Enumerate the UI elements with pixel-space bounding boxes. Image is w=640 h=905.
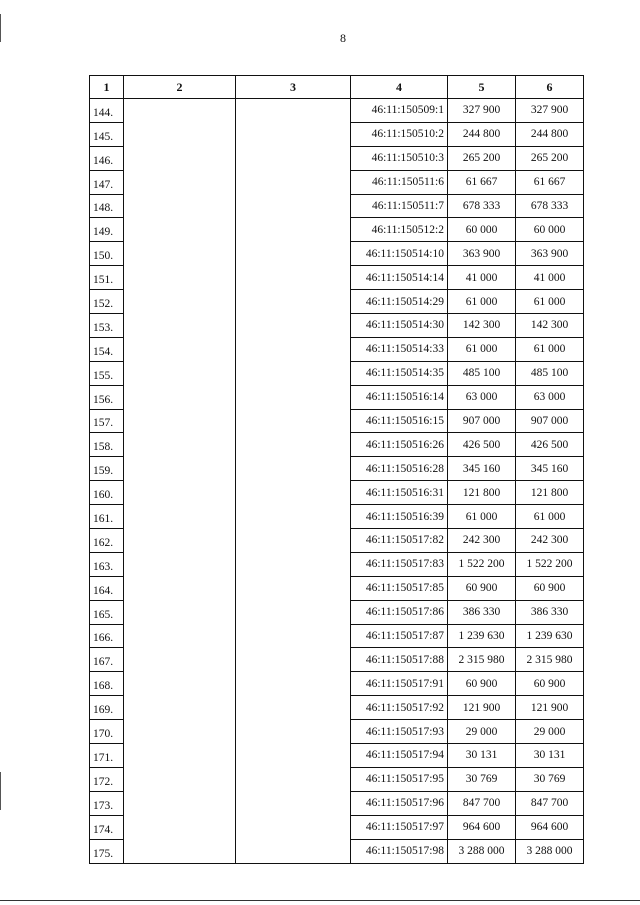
value-column-6-cell: 1 239 630 [516, 624, 584, 648]
column-3-cell [236, 624, 351, 648]
table-row [90, 696, 584, 720]
row-number-cell: 156. [90, 385, 124, 409]
column-2-cell [124, 337, 236, 361]
cadastral-number-cell: 46:11:150517:91 [351, 672, 448, 696]
cadastral-number-cell: 46:11:150511:7 [351, 194, 448, 218]
column-header-1: 1 [90, 76, 124, 99]
row-number-cell: 157. [90, 409, 124, 433]
cadastral-number-cell: 46:11:150510:3 [351, 146, 448, 170]
value-column-5-cell: 964 600 [448, 815, 516, 839]
value-column-6-cell: 265 200 [516, 146, 584, 170]
column-2-cell [124, 457, 236, 481]
table-row [90, 146, 584, 170]
column-2-cell [124, 576, 236, 600]
table-row [90, 648, 584, 672]
value-column-5-cell: 907 000 [448, 409, 516, 433]
value-column-6-cell: 61 000 [516, 290, 584, 314]
page-bottom-edge [0, 900, 640, 901]
value-column-5-cell: 61 000 [448, 505, 516, 529]
cadastral-number-cell: 46:11:150514:29 [351, 290, 448, 314]
value-column-5-cell: 678 333 [448, 194, 516, 218]
cadastral-number-cell: 46:11:150517:97 [351, 815, 448, 839]
value-column-5-cell: 2 315 980 [448, 648, 516, 672]
value-column-5-cell: 121 900 [448, 696, 516, 720]
column-3-cell [236, 242, 351, 266]
row-number-cell: 170. [90, 720, 124, 744]
page-number: 8 [340, 31, 346, 45]
value-column-5-cell: 345 160 [448, 457, 516, 481]
table-row [90, 505, 584, 529]
table-row [90, 361, 584, 385]
column-3-cell [236, 529, 351, 553]
cadastral-number-cell: 46:11:150517:93 [351, 720, 448, 744]
table-row [90, 457, 584, 481]
value-column-6-cell: 386 330 [516, 600, 584, 624]
row-number-cell: 153. [90, 314, 124, 338]
column-2-cell [124, 672, 236, 696]
cadastral-number-cell: 46:11:150516:28 [351, 457, 448, 481]
table-row [90, 839, 584, 863]
cadastral-number-cell: 46:11:150517:82 [351, 529, 448, 553]
column-header-4: 4 [351, 76, 448, 99]
table-row [90, 314, 584, 338]
value-column-6-cell: 30 131 [516, 744, 584, 768]
column-header-3: 3 [236, 76, 351, 99]
row-number-cell: 173. [90, 791, 124, 815]
column-3-cell [236, 99, 351, 123]
cadastral-number-cell: 46:11:150517:83 [351, 552, 448, 576]
value-column-6-cell: 121 900 [516, 696, 584, 720]
cadastral-number-cell: 46:11:150514:35 [351, 361, 448, 385]
cadastral-number-cell: 46:11:150516:26 [351, 433, 448, 457]
row-number-cell: 162. [90, 529, 124, 553]
row-number-cell: 151. [90, 266, 124, 290]
value-column-5-cell: 61 000 [448, 290, 516, 314]
column-3-cell [236, 146, 351, 170]
table-header-row [90, 76, 584, 99]
value-column-6-cell: 30 769 [516, 767, 584, 791]
column-3-cell [236, 505, 351, 529]
column-2-cell [124, 744, 236, 768]
value-column-6-cell: 907 000 [516, 409, 584, 433]
column-3-cell [236, 290, 351, 314]
row-number-cell: 145. [90, 122, 124, 146]
cadastral-number-cell: 46:11:150511:6 [351, 170, 448, 194]
row-number-cell: 166. [90, 624, 124, 648]
cadastral-number-cell: 46:11:150517:94 [351, 744, 448, 768]
value-column-5-cell: 1 239 630 [448, 624, 516, 648]
cadastral-number-cell: 46:11:150516:39 [351, 505, 448, 529]
value-column-5-cell: 847 700 [448, 791, 516, 815]
column-header-2: 2 [124, 76, 236, 99]
cadastral-number-cell: 46:11:150514:30 [351, 314, 448, 338]
table-row [90, 767, 584, 791]
value-column-6-cell: 242 300 [516, 529, 584, 553]
column-2-cell [124, 600, 236, 624]
column-2-cell [124, 266, 236, 290]
row-number-cell: 154. [90, 337, 124, 361]
value-column-5-cell: 121 800 [448, 481, 516, 505]
value-column-6-cell: 60 000 [516, 218, 584, 242]
value-column-5-cell: 265 200 [448, 146, 516, 170]
table-row [90, 744, 584, 768]
row-number-cell: 171. [90, 744, 124, 768]
cadastral-number-cell: 46:11:150512:2 [351, 218, 448, 242]
column-2-cell [124, 242, 236, 266]
table-row [90, 815, 584, 839]
table-row [90, 409, 584, 433]
column-2-cell [124, 218, 236, 242]
value-column-5-cell: 60 000 [448, 218, 516, 242]
column-3-cell [236, 696, 351, 720]
row-number-cell: 168. [90, 672, 124, 696]
scan-edge-mark-bottom [0, 772, 1, 810]
table-row [90, 337, 584, 361]
row-number-cell: 161. [90, 505, 124, 529]
value-column-6-cell: 327 900 [516, 99, 584, 123]
row-number-cell: 164. [90, 576, 124, 600]
value-column-5-cell: 242 300 [448, 529, 516, 553]
table-row [90, 481, 584, 505]
row-number-cell: 148. [90, 194, 124, 218]
value-column-5-cell: 3 288 000 [448, 839, 516, 863]
column-2-cell [124, 361, 236, 385]
value-column-5-cell: 30 769 [448, 767, 516, 791]
column-3-cell [236, 481, 351, 505]
value-column-6-cell: 142 300 [516, 314, 584, 338]
column-3-cell [236, 314, 351, 338]
table-row [90, 385, 584, 409]
table-row [90, 194, 584, 218]
value-column-6-cell: 60 900 [516, 672, 584, 696]
value-column-6-cell: 3 288 000 [516, 839, 584, 863]
column-3-cell [236, 648, 351, 672]
value-column-6-cell: 964 600 [516, 815, 584, 839]
value-column-5-cell: 29 000 [448, 720, 516, 744]
column-3-cell [236, 266, 351, 290]
value-column-5-cell: 1 522 200 [448, 552, 516, 576]
column-3-cell [236, 122, 351, 146]
value-column-5-cell: 61 667 [448, 170, 516, 194]
column-3-cell [236, 672, 351, 696]
column-3-cell [236, 576, 351, 600]
value-column-5-cell: 60 900 [448, 576, 516, 600]
column-3-cell [236, 552, 351, 576]
column-2-cell [124, 791, 236, 815]
cadastral-number-cell: 46:11:150516:31 [351, 481, 448, 505]
cadastral-number-cell: 46:11:150514:33 [351, 337, 448, 361]
value-column-6-cell: 41 000 [516, 266, 584, 290]
row-number-cell: 144. [90, 99, 124, 123]
value-column-6-cell: 244 800 [516, 122, 584, 146]
value-column-6-cell: 61 667 [516, 170, 584, 194]
row-number-cell: 149. [90, 218, 124, 242]
cadastral-number-cell: 46:11:150509:1 [351, 99, 448, 123]
column-2-cell [124, 696, 236, 720]
column-2-cell [124, 99, 236, 123]
row-number-cell: 155. [90, 361, 124, 385]
value-column-6-cell: 60 900 [516, 576, 584, 600]
value-column-5-cell: 363 900 [448, 242, 516, 266]
land-plots-table [89, 75, 584, 864]
table-row [90, 672, 584, 696]
column-2-cell [124, 720, 236, 744]
column-3-cell [236, 433, 351, 457]
column-2-cell [124, 290, 236, 314]
value-column-6-cell: 63 000 [516, 385, 584, 409]
value-column-5-cell: 327 900 [448, 99, 516, 123]
column-2-cell [124, 529, 236, 553]
value-column-5-cell: 30 131 [448, 744, 516, 768]
row-number-cell: 167. [90, 648, 124, 672]
column-header-6: 6 [516, 76, 584, 99]
table-row [90, 720, 584, 744]
cadastral-number-cell: 46:11:150514:10 [351, 242, 448, 266]
column-2-cell [124, 839, 236, 863]
column-3-cell [236, 218, 351, 242]
table-row [90, 529, 584, 553]
value-column-6-cell: 61 000 [516, 505, 584, 529]
table-row [90, 552, 584, 576]
value-column-6-cell: 363 900 [516, 242, 584, 266]
column-3-cell [236, 720, 351, 744]
value-column-5-cell: 386 330 [448, 600, 516, 624]
column-3-cell [236, 385, 351, 409]
row-number-cell: 165. [90, 600, 124, 624]
cadastral-number-cell: 46:11:150517:88 [351, 648, 448, 672]
cadastral-number-cell: 46:11:150516:14 [351, 385, 448, 409]
table-row [90, 99, 584, 123]
table-row [90, 218, 584, 242]
cadastral-number-cell: 46:11:150517:86 [351, 600, 448, 624]
column-3-cell [236, 839, 351, 863]
cadastral-number-cell: 46:11:150517:96 [351, 791, 448, 815]
row-number-cell: 172. [90, 767, 124, 791]
value-column-5-cell: 60 900 [448, 672, 516, 696]
column-2-cell [124, 314, 236, 338]
cadastral-number-cell: 46:11:150517:95 [351, 767, 448, 791]
row-number-cell: 159. [90, 457, 124, 481]
table-row [90, 242, 584, 266]
row-number-cell: 169. [90, 696, 124, 720]
value-column-5-cell: 41 000 [448, 266, 516, 290]
cadastral-number-cell: 46:11:150517:98 [351, 839, 448, 863]
table-row [90, 266, 584, 290]
row-number-cell: 147. [90, 170, 124, 194]
value-column-6-cell: 1 522 200 [516, 552, 584, 576]
column-2-cell [124, 767, 236, 791]
column-2-cell [124, 385, 236, 409]
value-column-6-cell: 426 500 [516, 433, 584, 457]
column-3-cell [236, 600, 351, 624]
value-column-6-cell: 2 315 980 [516, 648, 584, 672]
value-column-5-cell: 61 000 [448, 337, 516, 361]
column-2-cell [124, 481, 236, 505]
value-column-5-cell: 142 300 [448, 314, 516, 338]
column-3-cell [236, 791, 351, 815]
row-number-cell: 152. [90, 290, 124, 314]
column-2-cell [124, 409, 236, 433]
cadastral-number-cell: 46:11:150517:85 [351, 576, 448, 600]
value-column-6-cell: 678 333 [516, 194, 584, 218]
row-number-cell: 160. [90, 481, 124, 505]
column-3-cell [236, 457, 351, 481]
table-body [90, 99, 584, 864]
column-3-cell [236, 194, 351, 218]
column-2-cell [124, 505, 236, 529]
column-2-cell [124, 433, 236, 457]
cadastral-number-cell: 46:11:150510:2 [351, 122, 448, 146]
column-3-cell [236, 409, 351, 433]
cadastral-number-cell: 46:11:150517:87 [351, 624, 448, 648]
row-number-cell: 174. [90, 815, 124, 839]
row-number-cell: 150. [90, 242, 124, 266]
column-3-cell [236, 361, 351, 385]
column-2-cell [124, 552, 236, 576]
value-column-5-cell: 485 100 [448, 361, 516, 385]
value-column-6-cell: 61 000 [516, 337, 584, 361]
cadastral-number-cell: 46:11:150516:15 [351, 409, 448, 433]
cadastral-number-cell: 46:11:150514:14 [351, 266, 448, 290]
value-column-5-cell: 244 800 [448, 122, 516, 146]
column-3-cell [236, 815, 351, 839]
table-row [90, 576, 584, 600]
column-2-cell [124, 815, 236, 839]
column-3-cell [236, 744, 351, 768]
column-2-cell [124, 170, 236, 194]
row-number-cell: 175. [90, 839, 124, 863]
table-row [90, 170, 584, 194]
column-2-cell [124, 122, 236, 146]
value-column-6-cell: 29 000 [516, 720, 584, 744]
table-row [90, 122, 584, 146]
column-3-cell [236, 767, 351, 791]
column-header-5: 5 [448, 76, 516, 99]
column-2-cell [124, 146, 236, 170]
column-2-cell [124, 624, 236, 648]
value-column-5-cell: 63 000 [448, 385, 516, 409]
row-number-cell: 158. [90, 433, 124, 457]
value-column-6-cell: 847 700 [516, 791, 584, 815]
cadastral-number-cell: 46:11:150517:92 [351, 696, 448, 720]
table-row [90, 433, 584, 457]
value-column-6-cell: 345 160 [516, 457, 584, 481]
value-column-5-cell: 426 500 [448, 433, 516, 457]
row-number-cell: 163. [90, 552, 124, 576]
row-number-cell: 146. [90, 146, 124, 170]
column-3-cell [236, 337, 351, 361]
value-column-6-cell: 485 100 [516, 361, 584, 385]
column-3-cell [236, 170, 351, 194]
column-2-cell [124, 648, 236, 672]
value-column-6-cell: 121 800 [516, 481, 584, 505]
column-2-cell [124, 194, 236, 218]
table-row [90, 600, 584, 624]
table-row [90, 290, 584, 314]
table-row [90, 624, 584, 648]
table-row [90, 791, 584, 815]
